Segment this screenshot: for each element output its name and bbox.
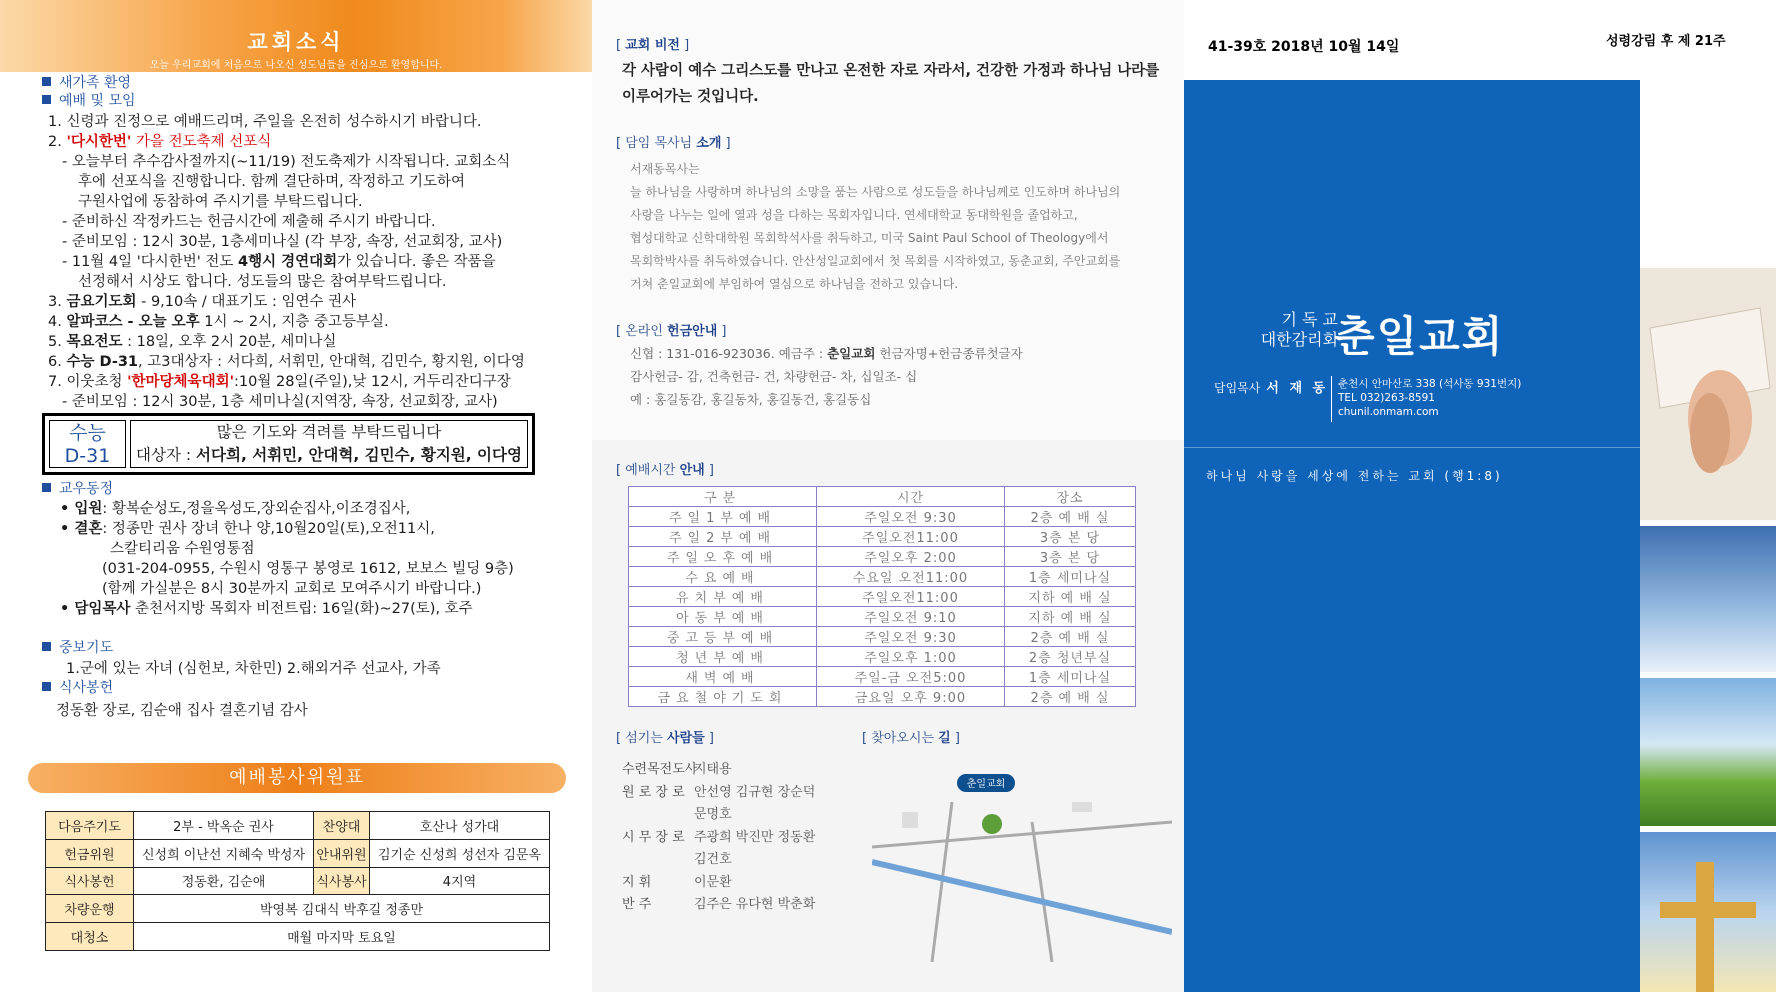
- member-line: (함께 가실분은 8시 30분까지 교회로 모여주시기 바랍니다.): [102, 581, 482, 597]
- table-row: 헌금위원 신성희 이난선 지혜숙 박성자 안내위원 김기순 신성희 성선자 김문옥: [46, 839, 550, 867]
- table-row: [629, 507, 1136, 527]
- cover-panel: [1184, 0, 1776, 992]
- table-cell: 유치부예배: [629, 587, 817, 607]
- role-label: 지 휘: [622, 874, 652, 890]
- duty-table: [45, 811, 550, 951]
- member-line: 스칼티리움 수원영통점: [110, 541, 255, 557]
- member-line: (031-204-0955, 수원시 영통구 봉영로 1612, 보보스 빌딩 9층): [102, 561, 514, 577]
- role-label: 원 로 장 로: [622, 784, 685, 800]
- news-line: - 11월 4일 '다시한번' 전도 4행시 경연대회가 있습니다. 좋은 작품을: [62, 254, 496, 270]
- tag-vision: [ 교회 비전 ]: [616, 38, 690, 53]
- table-row: [629, 607, 1136, 627]
- dday-message: 많은 기도와 격려를 부탁드립니다 대상자 : 서다희, 서휘민, 안대혁, 김민수, 황지원, 이다영: [130, 420, 528, 468]
- table-row: 차량운행 박영복 김대식 박후길 정종만: [46, 895, 550, 923]
- prayer-line: 1.군에 있는 자녀 (심헌보, 차한민) 2.해외거주 선교사, 가족: [66, 661, 441, 677]
- news-subtitle: 오늘 우리교회에 처음으로 나오신 성도님들을 진심으로 환영합니다.: [149, 60, 443, 71]
- cover-background: [1184, 0, 1640, 992]
- divider: [1331, 376, 1332, 422]
- table-row: [629, 647, 1136, 667]
- role-label: 반 주: [622, 897, 652, 912]
- names: 주광희 박진만 정동환: [694, 829, 816, 845]
- tag-people: [ 섬기는 사람들 ]: [616, 731, 714, 746]
- news-line: 3. 금요기도회 - 9,10속 / 대표기도 : 임연수 권사: [48, 294, 357, 310]
- table-cell: 주일오전 9:30: [817, 627, 1005, 647]
- table-cell: 주일오후 1:00: [817, 647, 1005, 667]
- senior-pastor: 담임목사 서 재 동: [1214, 381, 1329, 396]
- cross-photo: [1640, 832, 1776, 992]
- table-cell: 수요일 오전11:00: [817, 567, 1005, 587]
- table-cell: 새벽예배: [629, 667, 817, 687]
- table-cell: 2층 예 배 실: [1005, 687, 1136, 707]
- news-line: - 오늘부터 추수감사절까지(~11/19) 전도축제가 시작됩니다. 교회소식: [62, 154, 511, 170]
- member-line: • 결혼: 정종만 권사 장녀 한나 양,10월20일(토),오전11시,: [60, 521, 435, 537]
- denomination: 기 독 교 대한감리회: [1260, 310, 1338, 349]
- table-cell: 주일오전11:00: [817, 527, 1005, 547]
- list-item: [622, 826, 815, 845]
- meal-line: 정동환 장로, 김순애 집사 결혼기념 감사: [56, 703, 308, 719]
- table-row: [629, 547, 1136, 567]
- square-bullet-icon: [42, 682, 51, 691]
- service-times-table: [628, 486, 1136, 707]
- news-line: 구원사업에 동참하여 주시기를 부탁드립니다.: [78, 194, 363, 210]
- tag-pastor: [ 담임 목사님 소개 ]: [616, 136, 731, 151]
- church-website: chunil.onmam.com: [1338, 406, 1439, 418]
- online-offering-line: 신협 : 131-016-923036. 예금주 : 춘일교회 헌금자명+헌금종류첫글자: [630, 346, 1023, 361]
- table-cell: 청년부예배: [629, 647, 817, 667]
- church-contact: [1338, 377, 1521, 419]
- pastor-intro-line: 목회학박사를 취득하였습니다. 안산성일교회에서 첫 목회를 시작하였고, 동춘교회, 주안교회를: [630, 254, 1121, 268]
- tag-directions: [ 찾아오시는 길 ]: [862, 731, 960, 746]
- pastor-intro-line: 거쳐 춘일교회에 부임하여 열심으로 하나님을 전하고 있습니다.: [630, 277, 959, 291]
- news-line: 4. 알파코스 - 오늘 오후 1시 ~ 2시, 지층 중고등부실.: [48, 314, 389, 330]
- names: 김건호: [694, 852, 732, 867]
- table-cell: 3층 본 당: [1005, 547, 1136, 567]
- pastor-intro-line: 늘 하나님을 사랑하며 하나님의 소망을 품는 사람으로 성도들을 하나님께로 인도하며 하나님의: [630, 185, 1121, 199]
- table-row: 다음주기도 2부 - 박옥순 권사 찬양대 호산나 성가대: [46, 812, 550, 840]
- news-line: 1. 신령과 진정으로 예배드리며, 주일을 온전히 성수하시기 바랍니다.: [48, 114, 482, 130]
- names: 안선영 김규현 장순덕: [694, 784, 816, 800]
- news-line: 후에 선포식을 진행합니다. 함께 결단하며, 작정하고 기도하여: [78, 174, 466, 190]
- pastor-intro-line: 사랑을 나누는 일에 열과 성을 다하는 목회자입니다. 연세대학교 동대학원을 졸업하고,: [630, 208, 1078, 222]
- church-slogan: 하나님 사랑을 세상에 전하는 교회 (행1:8): [1206, 469, 1503, 483]
- names: 이문환: [694, 874, 732, 890]
- square-bullet-icon: [42, 642, 51, 651]
- table-row: 대청소 매월 마지막 토요일: [46, 923, 550, 951]
- table-cell: 주일오전11:00: [817, 587, 1005, 607]
- news-line: - 준비모임 : 12시 30분, 1층세미나실 (각 부장, 속장, 선교회장, 교사): [62, 234, 503, 250]
- section-meal: 식사봉헌: [42, 677, 113, 697]
- names: 김주은 유다현 박춘화: [694, 897, 816, 912]
- section-new-family: 새가족 환영: [42, 72, 131, 92]
- news-line: - 준비하신 작정카드는 헌금시간에 제출해 주시기 바랍니다.: [62, 214, 436, 230]
- duty-table-title: 예배봉사위원표: [28, 763, 566, 793]
- square-bullet-icon: [42, 77, 51, 86]
- praying-hands-photo: [1640, 268, 1776, 520]
- divider: [1184, 447, 1640, 448]
- names: 지태용: [694, 762, 732, 777]
- news-line: 선정해서 시상도 합니다. 성도들의 많은 참여부탁드립니다.: [78, 274, 447, 290]
- church-info-panel: [592, 0, 1184, 992]
- table-cell: 1층 세미나실: [1005, 667, 1136, 687]
- role-label: 수련목전도사: [622, 762, 698, 777]
- news-title: 교회소식: [247, 30, 345, 54]
- table-row: [629, 587, 1136, 607]
- table-cell: 주일오전 9:10: [817, 607, 1005, 627]
- online-offering-line: 감사헌금- 감, 건축헌금- 건, 차량헌금- 차, 십일조- 십: [630, 369, 918, 384]
- pastor-intro-line: 서재동목사는: [630, 162, 700, 176]
- table-cell: 아동부예배: [629, 607, 817, 627]
- table-header-row: 구분 시간 장소: [629, 487, 1136, 507]
- section-prayer: 중보기도: [42, 637, 113, 657]
- table-cell: 주일오후 2:00: [817, 547, 1005, 567]
- table-cell: 2층 예 배 실: [1005, 507, 1136, 527]
- news-line: 7. 이웃초청 '한마당체육대회':10월 28일(주일),낮 12시, 거두리잔디구장: [48, 374, 511, 390]
- square-bullet-icon: [42, 95, 51, 104]
- field-photo: [1640, 678, 1776, 826]
- table-row: [629, 527, 1136, 547]
- table-cell: 주일2부예배: [629, 527, 817, 547]
- table-cell: 지하 예 배 실: [1005, 587, 1136, 607]
- table-row: 식사봉헌 정동환, 김순애 식사봉사 4지역: [46, 867, 550, 895]
- table-cell: 금요일 오후 9:00: [817, 687, 1005, 707]
- tag-online-offering: [ 온라인 헌금안내 ]: [616, 324, 727, 339]
- member-line: • 담임목사 춘천서지방 목회자 비전트립: 16일(화)~27(토), 호주: [60, 601, 473, 617]
- photo-strip: [1640, 80, 1776, 992]
- table-row: [629, 667, 1136, 687]
- list-item: [622, 848, 732, 867]
- table-cell: 1층 세미나실: [1005, 567, 1136, 587]
- table-row: [629, 567, 1136, 587]
- table-cell: 수요예배: [629, 567, 817, 587]
- table-cell: 주일오전 9:30: [817, 507, 1005, 527]
- church-news-panel: [0, 0, 592, 992]
- table-cell: 중고등부예배: [629, 627, 817, 647]
- table-cell: 주일-금 오전5:00: [817, 667, 1005, 687]
- tag-service-times: [ 예배시간 안내 ]: [616, 463, 714, 478]
- church-name: 춘일교회: [1334, 312, 1505, 361]
- table-cell: 금요철야기도회: [629, 687, 817, 707]
- church-address: 춘천시 안마산로 338 (석사동 931번지): [1338, 378, 1522, 390]
- section-members: 교우동정: [42, 478, 113, 498]
- list-item: [622, 803, 732, 822]
- dday-label: 수능 D-31: [49, 420, 126, 468]
- list-item: [622, 871, 732, 890]
- member-line: • 입원: 황복순성도,정을옥성도,장외순집사,이조경집사,: [60, 501, 411, 517]
- names: 문명호: [694, 807, 732, 822]
- list-item: [622, 893, 815, 912]
- table-cell: 2층 예 배 실: [1005, 627, 1136, 647]
- news-line: 2. '다시한번' 가을 전도축제 선포식: [48, 134, 272, 150]
- table-row: [629, 687, 1136, 707]
- table-cell: 2층 청년부실: [1005, 647, 1136, 667]
- issue-number-date: 41-39호 2018년 10월 14일: [1208, 39, 1400, 55]
- sky-photo: [1640, 526, 1776, 672]
- map-church-label: 춘일교회: [966, 779, 1006, 790]
- news-line: 5. 목요전도 : 18일, 오후 2시 20분, 세미나실: [48, 334, 337, 350]
- role-label: 시 무 장 로: [622, 829, 685, 845]
- vision-text: 각 사람이 예수 그리스도를 만나고 온전한 자로 자라서, 건강한 가정과 하나님 나라를 이루어가는 것입니다.: [622, 63, 1160, 105]
- csat-dday-box: [42, 413, 535, 475]
- square-bullet-icon: [42, 483, 51, 492]
- list-item: [622, 758, 732, 777]
- news-line: - 준비모임 : 12시 30분, 1층 세미나실(지역장, 속장, 선교회장, 교사): [62, 394, 498, 410]
- list-item: [622, 781, 815, 800]
- directions-map: [872, 762, 1172, 962]
- table-cell: 주일1부예배: [629, 507, 817, 527]
- table-cell: 3층 본 당: [1005, 527, 1136, 547]
- online-offering-line: 예 : 홍길동감, 홍길동차, 홍길동건, 홍길동십: [630, 392, 872, 407]
- church-phone: TEL 032)263-8591: [1338, 392, 1435, 404]
- church-season: 성령강림 후 제 21주: [1606, 34, 1726, 49]
- table-cell: 지하 예 배 실: [1005, 607, 1136, 627]
- pastor-intro-line: 협성대학교 신학대학원 목회학석사를 취득하고, 미국 Saint Paul School of Theology에서: [630, 231, 1109, 245]
- news-line: 6. 수능 D-31, 고3대상자 : 서다희, 서휘민, 안대혁, 김민수, 황지원, 이다영: [48, 354, 525, 370]
- section-worship: 예배 및 모임: [42, 90, 136, 110]
- table-row: [629, 627, 1136, 647]
- table-cell: 주일오후예배: [629, 547, 817, 567]
